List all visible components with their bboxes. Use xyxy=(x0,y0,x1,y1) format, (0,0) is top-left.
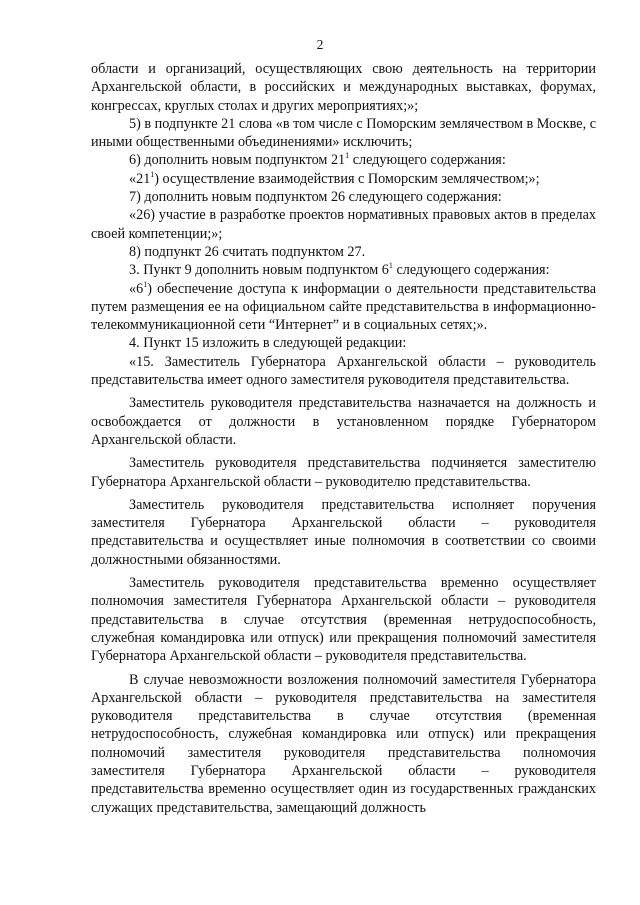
paragraph-item-6: 6) дополнить новым подпунктом $21^1$ следующего содержания: xyxy=(129,151,506,169)
paragraph-continuation: области и организаций, осуществляющих свою деятельность на территории Архангельской области, в российских и международных выставках, форумах, конгрессах, круглых столах и других мероприятиях;»; xyxy=(91,61,596,114)
paragraph-deputy-duties: Заместитель руководителя представительства исполняет поручения заместителя Губернатора Архангельской области – руководителя представительства и осуществляет иные полномочия в соответствии со своими должностными обязанностями. xyxy=(91,496,596,568)
paragraph-impossibility-case: В случае невозможности возложения полномочий заместителя Губернатора Архангельской области – руководителя представительства на заместителя руководителя представительства в случае отсутствия (временная нетрудоспособность, служебная командировка или отпуск) или прекращения полномочий заместителя руководителя представительства полномочия заместителя Губернатора Архангельской области – руководителя представительства временно осуществляет один из государственных гражданских служащих представительства, замещающий должность xyxy=(91,671,596,816)
paragraph-subpoint-21-1: «$21^1$) осуществление взаимодействия с Поморским землячеством;»; xyxy=(129,169,540,187)
paragraph-point-15: «15. Заместитель Губернатора Архангельской области – руководитель представительства имеет одного заместителя руководителя представительства. xyxy=(91,353,596,389)
superscript: 1 xyxy=(345,151,350,161)
paragraph-point-3: 3. Пункт 9 дополнить новым подпунктом $6^1$ следующего содержания: xyxy=(129,261,550,279)
paragraph-subpoint-6-1: «$6^1$) обеспечение доступа к информации о деятельности представительства путем размещения ее на официальном сайте представительства в информационно-телекоммуникационной сети “Интернет” и в социальных сетях;». xyxy=(91,279,596,334)
paragraph-item-5: 5) в подпункте 21 слова «в том числе с Поморским землячеством в Москве, с иными общественными объединениями» исключить; xyxy=(91,115,596,151)
paragraph-deputy-appointment: Заместитель руководителя представительства назначается на должность и освобождается от должности в установленном порядке Губернатором Архангельской области. xyxy=(91,395,596,448)
paragraph-item-8: 8) подпункт 26 считать подпунктом 27. xyxy=(129,243,366,260)
superscript: 1 xyxy=(388,261,393,271)
superscript: 1 xyxy=(143,279,148,289)
paragraph-item-7: 7) дополнить новым подпунктом 26 следующего содержания: xyxy=(129,189,502,206)
document-body xyxy=(91,60,596,817)
paragraph-subpoint-26: «26) участие в разработке проектов нормативных правовых актов в пределах своей компетенции;»; xyxy=(91,207,596,242)
paragraph-deputy-temporary-powers: Заместитель руководителя представительства временно осуществляет полномочия заместителя Губернатора Архангельской области – руководителя представительства в случае отсутствия (временная нетрудоспособность, служебная командировка или отпуск) или прекращения полномочий заместителя Губернатора Архангельской области – руководителя представительства. xyxy=(91,575,596,665)
paragraph-deputy-subordination: Заместитель руководителя представительства подчиняется заместителю Губернатора Архангельской области – руководителю представительства. xyxy=(91,455,596,490)
superscript: 1 xyxy=(150,169,155,179)
paragraph-point-4: 4. Пункт 15 изложить в следующей редакции: xyxy=(129,335,407,352)
page-number: 2 xyxy=(316,37,324,52)
